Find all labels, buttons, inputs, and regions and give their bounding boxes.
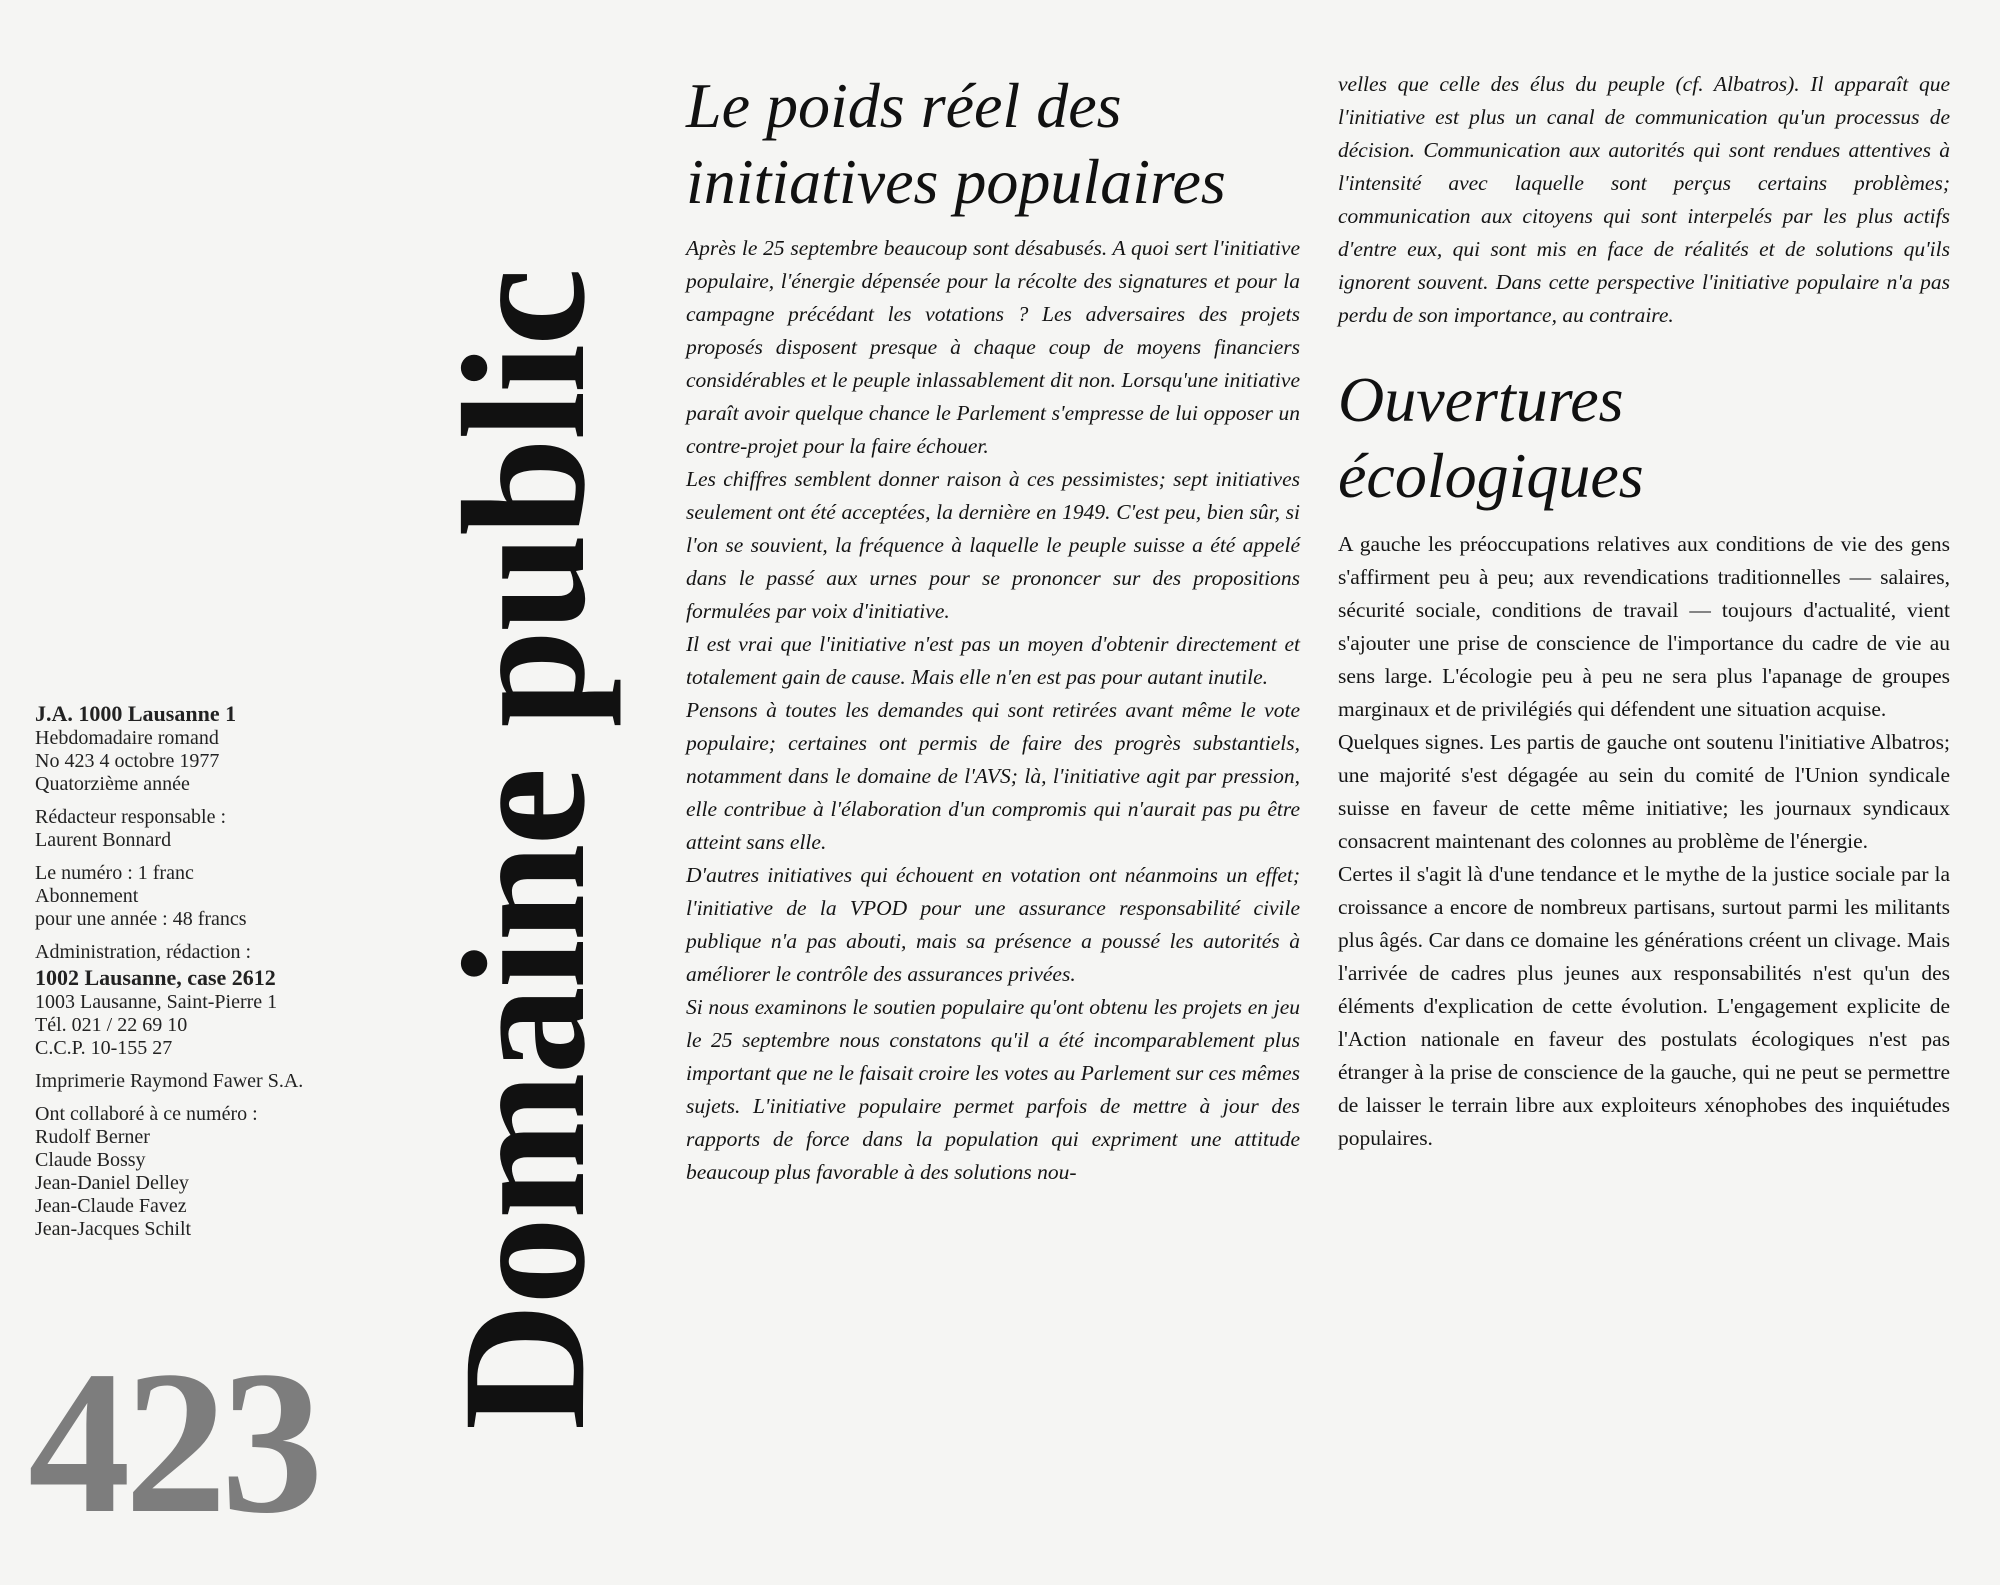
contributor-name: Rudolf Berner bbox=[35, 1126, 150, 1148]
phone-number: Tél. 021 / 22 69 10 bbox=[35, 1014, 188, 1036]
article2-paragraph: Quelques signes. Les partis de gauche ont soutenu l'initiative Albatros; une majorité s'est dégagée au sein du comité de l'Union syndicale suisse en faveur de cette même initiative; les journaux syndicaux consacrent maintenant des colonnes au problème de l'énergie. bbox=[1338, 730, 1950, 853]
article2-body bbox=[1338, 528, 1950, 1155]
issue-line: No 423 4 octobre 1977 bbox=[35, 750, 220, 772]
article1-continuation bbox=[1338, 68, 1950, 332]
subscription-label: Abonnement bbox=[35, 885, 139, 907]
contributor-name: Jean-Claude Favez bbox=[35, 1195, 187, 1217]
article1-paragraph: Pensons à toutes les demandes qui sont retirées avant même le vote populaire; certaines ont permis de faire des progrès substantiels, notamment dans le domaine de l'AVS; là, l'initiative agit par pression, elle contribue à l'élaboration d'un compromis qui n'aurait pas pu être atteint sans elle. bbox=[686, 698, 1300, 854]
issue-price: Le numéro : 1 franc bbox=[35, 862, 194, 884]
publication-info bbox=[35, 700, 435, 1251]
issue-big-number: 423 bbox=[28, 1329, 318, 1556]
article1-paragraph: Il est vrai que l'initiative n'est pas un moyen d'obtenir directement et totalement gain de cause. Mais elle n'en est pas pour autant inutile. bbox=[686, 632, 1300, 689]
right-column bbox=[1338, 68, 1950, 1155]
publication-year: Quatorzième année bbox=[35, 773, 190, 795]
ccp-number: C.C.P. 10-155 27 bbox=[35, 1037, 173, 1059]
article1-paragraph: D'autres initiatives qui échouent en votation ont néanmoins un effet; l'initiative de la VPOD pour une assurance responsabilité civile publique n'a pas abouti, mais sa présence a poussé les autorités à améliorer le contrôle des assurances privées. bbox=[686, 863, 1300, 986]
masthead-container bbox=[425, 160, 625, 1540]
admin-label: Administration, rédaction : bbox=[35, 941, 252, 963]
article1-paragraph: Si nous examinons le soutien populaire qu'ont obtenu les projets en jeu le 25 septembre nous constatons qu'il a été incomparablement plus important que ne le faisait croire les votes au Parlement sur ces mêmes sujets. L'initiative populaire permet parfois de mettre à jour des rapports de force dans la population qui expriment une attitude beaucoup plus favorable à des solutions nou- bbox=[686, 995, 1300, 1184]
admin-address: 1002 Lausanne, case 2612 bbox=[35, 965, 276, 990]
masthead-title: Domaine public bbox=[427, 269, 622, 1431]
article1-body bbox=[686, 232, 1300, 1189]
article1-continuation-text: velles que celle des élus du peuple (cf. Albatros). Il apparaît que l'initiative est plus un canal de communication qu'un processus de décision. Communication aux autorités qui sont rendues attentives à l'intensité avec laquelle sont perçus certains problèmes; communication aux citoyens qui sont interpelés par les plus actifs d'entre eux, qui sont mis en face de réalités et de solutions qu'ils ignorent souvent. Dans cette perspective l'initiative populaire n'a pas perdu de son importance, au contraire. bbox=[1338, 72, 1950, 327]
article1-headline bbox=[686, 68, 1300, 220]
printer-name: Imprimerie Raymond Fawer S.A. bbox=[35, 1070, 304, 1092]
article1-paragraph: Après le 25 septembre beaucoup sont désabusés. A quoi sert l'initiative populaire, l'énergie dépensée pour la récolte des signatures et pour la campagne précédant les votations ? Les adversaires des projets proposés disposent presque à chaque coup de moyens financiers considérables et le peuple inlassablement dit non. Lorsqu'une initiative paraît avoir quelque chance le Parlement s'empresse de lui opposer un contre-projet pour la faire échouer. bbox=[686, 236, 1300, 458]
street-address: 1003 Lausanne, Saint-Pierre 1 bbox=[35, 991, 278, 1013]
publication-type: Hebdomadaire romand bbox=[35, 727, 219, 749]
contributor-name: Jean-Daniel Delley bbox=[35, 1172, 189, 1194]
article2-paragraph: A gauche les préoccupations relatives aux conditions de vie des gens s'affirment peu à peu; aux revendications traditionnelles — salaires, sécurité sociale, conditions de travail — toujours d'actualité, vient s'ajouter une prise de conscience de l'importance du cadre de vie au sens large. L'écologie peu à peu ne sera plus l'apanage de groupes marginaux et de privilégiés qui défendent une situation acquise. bbox=[1338, 532, 1950, 721]
article2-headline-line2: écologiques bbox=[1338, 440, 1644, 511]
ja-line: J.A. 1000 Lausanne 1 bbox=[35, 701, 237, 726]
article1-headline-line2: initiatives populaires bbox=[686, 146, 1226, 217]
contributors-label: Ont collaboré à ce numéro : bbox=[35, 1103, 258, 1125]
article-initiatives bbox=[686, 68, 1300, 1189]
article2-paragraph: Certes il s'agit là d'une tendance et le mythe de la justice sociale par la croissance a encore de nombreux partisans, surtout parmi les militants plus âgés. Car dans ce domaine les générations créent un clivage. Mais l'arrivée de cadres plus jeunes aux responsabilités n'est qu'un des éléments d'explication de cette évolution. L'engagement explicite de l'Action nationale en faveur des postulats écologiques n'est pas étranger à la prise de conscience de la gauche, qui ne peut se permettre de laisser le terrain libre aux exploiteurs xénophobes des inquiétudes populaires. bbox=[1338, 862, 1950, 1150]
contributor-name: Jean-Jacques Schilt bbox=[35, 1218, 192, 1240]
editor-name: Laurent Bonnard bbox=[35, 829, 172, 851]
article2-headline-line1: Ouvertures bbox=[1338, 364, 1624, 435]
contributor-name: Claude Bossy bbox=[35, 1149, 146, 1171]
editor-label: Rédacteur responsable : bbox=[35, 806, 227, 828]
subscription-price: pour une année : 48 francs bbox=[35, 908, 247, 930]
article2-headline bbox=[1338, 362, 1950, 514]
article1-headline-line1: Le poids réel des bbox=[686, 70, 1122, 141]
article1-paragraph: Les chiffres semblent donner raison à ces pessimistes; sept initiatives seulement ont été acceptées, la dernière en 1949. C'est peu, bien sûr, si l'on se souvient, la fréquence à laquelle le peuple suisse a été appelé dans le passé aux urnes pour se prononcer sur des propositions formulées par voix d'initiative. bbox=[686, 467, 1300, 623]
